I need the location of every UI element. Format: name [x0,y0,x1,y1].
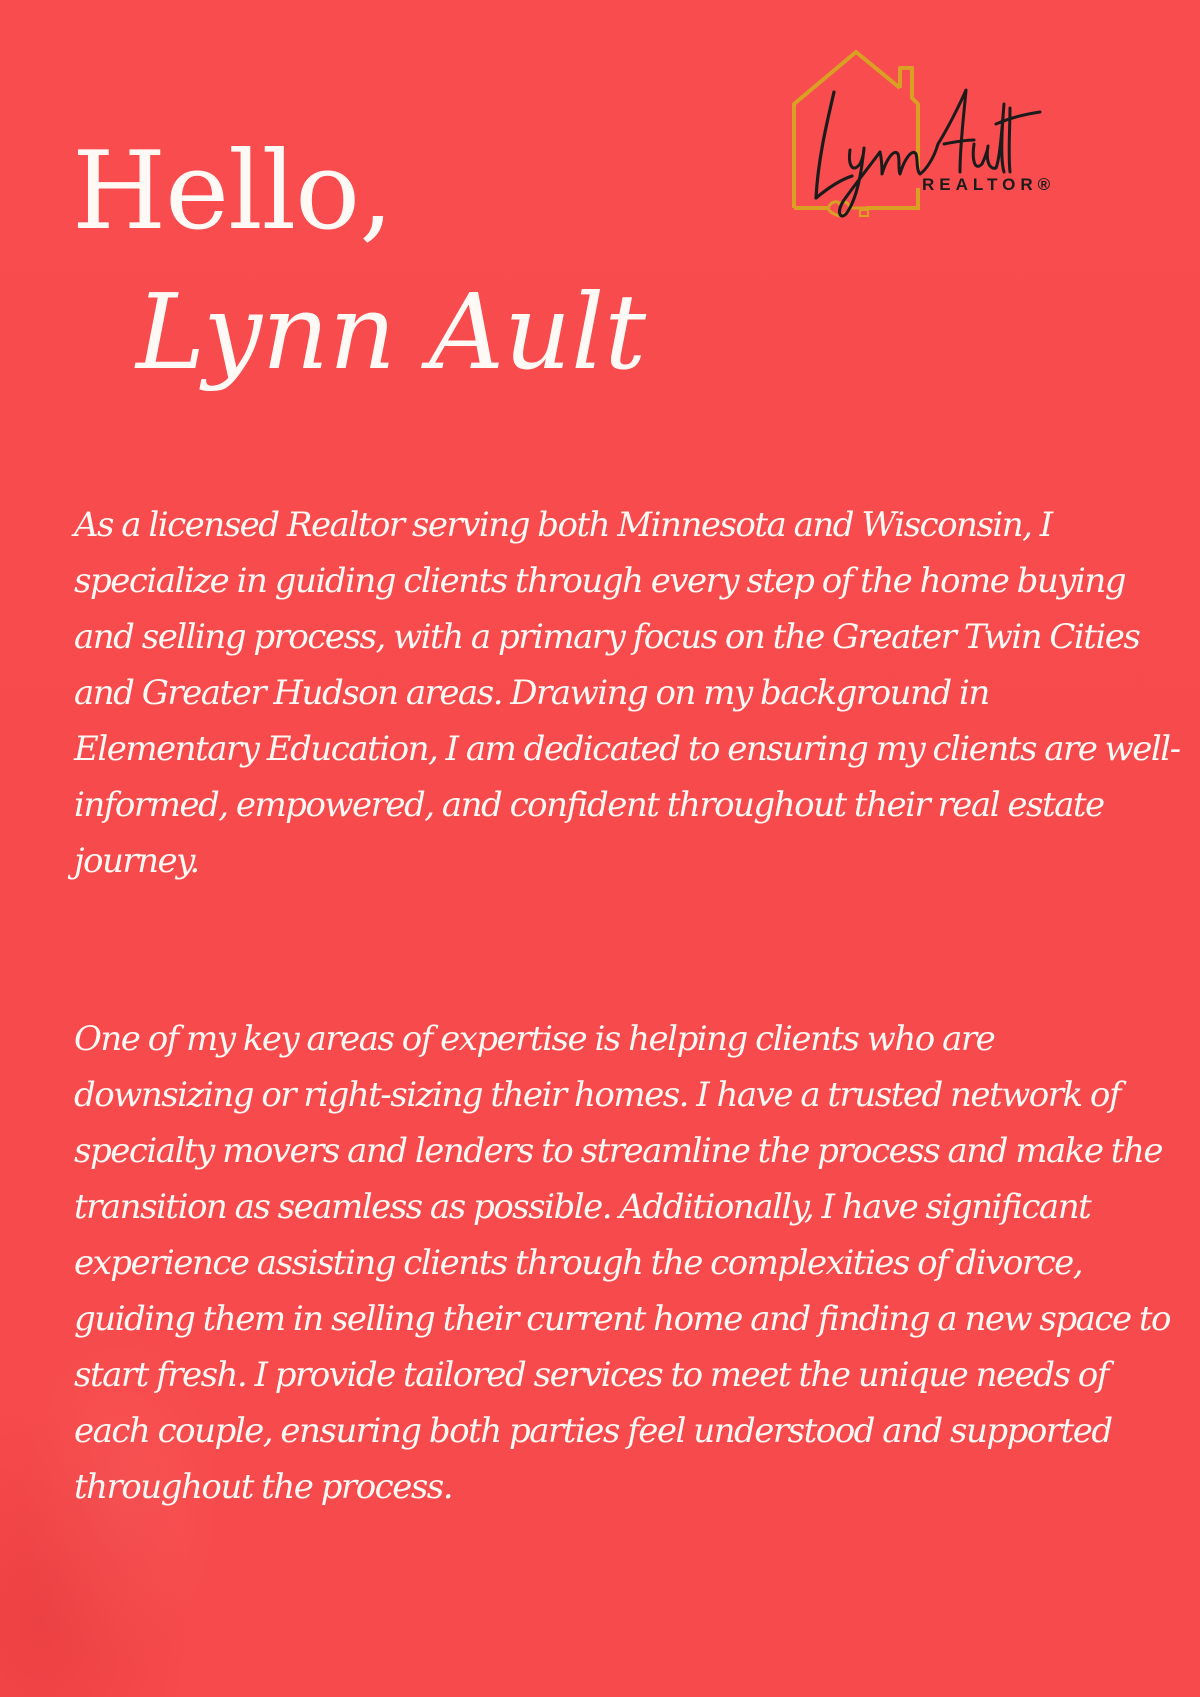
realtor-name-heading: Lynn Ault [136,271,647,393]
expertise-paragraph: One of my key areas of expertise is helping clients who are downsizing or right-sizing their homes. I have a trusted network of specialty movers and lenders to streamline the process and make the transition as seamless as possible. Additionally, I have significant experience assisting clients through the complexities of divorce, guiding them in selling their current home and finding a new space to start fresh. I provide tailored services to meet the unique needs of each couple, ensuring both parties feel understood and supported throughout the process. [74,1019,1170,1507]
greeting-heading: Hello, [72,129,393,254]
realtor-tagline: REALTOR® [922,175,1056,194]
intro-paragraph: As a licensed Realtor serving both Minnesota and Wisconsin, I specialize in guiding clients through every step of the home buying and selling process, with a primary focus on the Greater Twin Cities and Greater Hudson areas. Drawing on my background in Elementary Education, I am dedicated to ensuring my clients are well-informed, empowered, and confident throughout their real estate journey. [74,505,1180,881]
realtor-logo [788,48,1088,218]
